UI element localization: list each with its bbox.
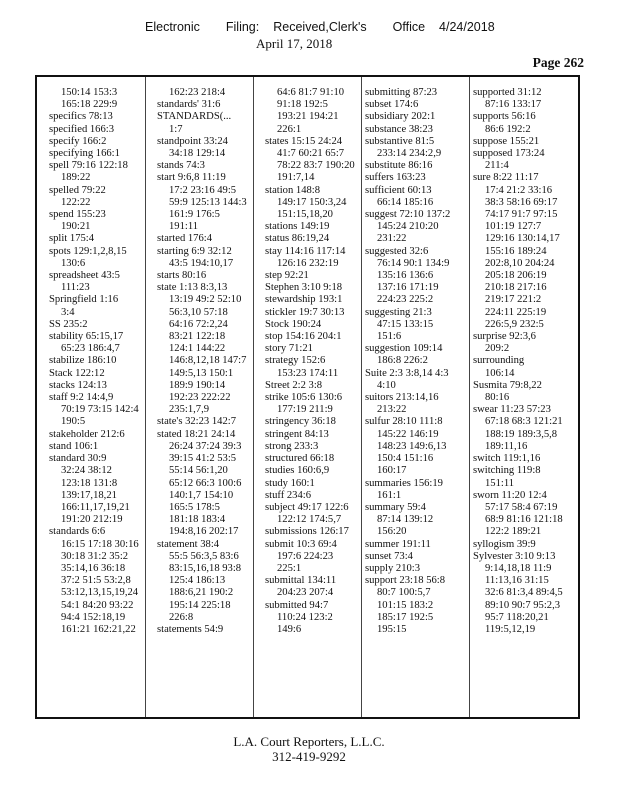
index-entry: switch 119:1,16	[473, 453, 541, 465]
index-entry: suggest 72:10 137:2	[365, 209, 451, 221]
index-entry: stations 149:19	[265, 221, 330, 233]
index-entry: Stack 122:12	[49, 367, 105, 379]
index-entry-continuation: 3:4	[61, 306, 75, 318]
index-entry-continuation: 32:24 38:12	[61, 465, 112, 477]
index-entry: starting 6:9 32:12	[157, 245, 232, 257]
index-entry: swear 11:23 57:23	[473, 404, 551, 416]
filing-word: Electronic	[145, 20, 200, 34]
index-entry: stay 114:16 117:14	[265, 245, 346, 257]
index-entry-continuation: 209:2	[485, 343, 510, 355]
index-entry-continuation: 110:24 123:2	[277, 611, 333, 623]
index-entry-continuation: 125:4 186:13	[169, 575, 226, 587]
index-entry-continuation: 233:14 234:2,9	[377, 148, 442, 160]
index-entry: staff 9:2 14:4,9	[49, 392, 114, 404]
index-entry: SS 235:2	[49, 318, 88, 330]
index-entry-continuation: 191:20 212:19	[61, 514, 123, 526]
index-entry-continuation: 64:6 81:7 91:10	[277, 87, 345, 98]
index-entry: supply 210:3	[365, 562, 421, 574]
index-entry-continuation: 4:10	[377, 379, 396, 391]
index-entry-continuation: 83:21 122:18	[169, 331, 226, 343]
index-entry-continuation: 137:16 171:19	[377, 282, 439, 294]
index-entry: supported 31:12	[473, 87, 542, 98]
index-entry-continuation: 1:7	[169, 123, 183, 135]
index-entry-continuation: 185:17 192:5	[377, 611, 434, 623]
index-entry: statements 54:9	[157, 623, 224, 635]
index-entry: submit 10:3 69:4	[265, 538, 337, 550]
index-frame	[35, 75, 580, 719]
index-entry-continuation: 38:3 58:16 69:17	[485, 196, 558, 208]
index-entry-continuation: 101:15 183:2	[377, 599, 434, 611]
index-entry: stringent 84:13	[265, 428, 329, 440]
index-entry-continuation: 94:4 152:18,19	[61, 611, 126, 623]
index-entry-continuation: 145:22 146:19	[377, 428, 439, 440]
index-entry: stated 18:21 24:14	[157, 428, 236, 440]
index-entry-continuation: 83:15,16,18 93:8	[169, 562, 242, 574]
index-entry-continuation: 126:16 232:19	[277, 257, 339, 269]
index-entry: surprise 92:3,6	[473, 331, 536, 343]
index-entry-continuation: 89:10 90:7 95:2,3	[485, 599, 561, 611]
index-entry: stability 65:15,17	[49, 331, 124, 343]
index-entry-continuation: 65:23 186:4,7	[61, 343, 120, 355]
index-column-3	[265, 87, 369, 636]
index-entry-continuation: 74:17 91:7 97:15	[485, 209, 558, 221]
index-entry: standards 6:6	[49, 526, 106, 538]
index-entry: specify 166:2	[49, 135, 107, 147]
index-entry: summary 59:4	[365, 501, 426, 513]
index-entry-continuation: 150:14 153:3	[61, 87, 118, 98]
index-entry-continuation: 149:6	[277, 623, 302, 635]
index-entry-continuation: 189:9 190:14	[169, 379, 226, 391]
index-entry-continuation: 67:18 68:3 121:21	[485, 416, 563, 428]
index-entry-continuation: 192:23 222:22	[169, 392, 231, 404]
index-entry-continuation: 78:22 83:7 190:20	[277, 160, 355, 172]
index-entry: Stock 190:24	[265, 318, 322, 330]
index-entry: support 23:18 56:8	[365, 575, 446, 587]
index-entry-continuation: 210:18 217:16	[485, 282, 547, 294]
reporter-company: L.A. Court Reporters, L.L.C.	[233, 734, 385, 749]
index-entry-continuation: 122:2 189:21	[485, 526, 542, 538]
index-entry-continuation: 106:14	[485, 367, 515, 379]
index-entry-continuation: 148:23 149:6,13	[377, 440, 447, 452]
index-entry-continuation: 95:7 118:20,21	[485, 611, 549, 623]
index-entry-continuation: 204:23 207:4	[277, 587, 334, 599]
index-entry: station 148:8	[265, 184, 321, 196]
index-entry: summer 191:11	[365, 538, 431, 550]
index-entry: starts 80:16	[157, 270, 207, 282]
index-entry: spell 79:16 122:18	[49, 160, 128, 172]
index-entry: suggestion 109:14	[365, 343, 443, 355]
index-entry-continuation: 135:16 136:6	[377, 270, 434, 282]
index-entry-continuation: 224:23 225:2	[377, 294, 434, 306]
index-entry: statement 38:4	[157, 538, 220, 550]
index-entry-continuation: 32:6 81:3,4 89:4,5	[485, 587, 563, 599]
filing-word: Received,Clerk's	[273, 20, 367, 34]
index-entry: subsidiary 202:1	[365, 111, 436, 123]
index-entry-continuation: 80:16	[485, 392, 510, 404]
index-entry-continuation: 202:8,10 204:24	[485, 257, 555, 269]
index-entry-continuation: 16:15 17:18 30:16	[61, 538, 139, 550]
index-entry-continuation: 129:16 130:14,17	[485, 233, 560, 245]
index-entry: suffers 163:23	[365, 172, 426, 184]
index-entry-continuation: 91:18 192:5	[277, 99, 328, 111]
index-entry: Springfield 1:16	[49, 294, 119, 306]
reporter-phone: 312-419-9292	[272, 749, 346, 764]
index-entry-continuation: 226:8	[169, 611, 194, 623]
index-entry-continuation: 181:18 183:4	[169, 514, 226, 526]
index-entry-continuation: 151:6	[377, 331, 402, 343]
index-entry: Street 2:2 3:8	[265, 379, 323, 391]
index-entry-continuation: 53:12,13,15,19,24	[61, 587, 139, 599]
index-entry-continuation: 37:2 51:5 53:2,8	[61, 575, 131, 587]
index-entry: stacks 124:13	[49, 379, 107, 391]
index-entry: standards' 31:6	[157, 99, 221, 111]
index-entry-continuation: 188:19 189:3,5,8	[485, 428, 558, 440]
index-entry-continuation: 130:6	[61, 257, 86, 269]
index-entry: STANDARDS(...	[157, 111, 232, 123]
index-entry: syllogism 39:9	[473, 538, 536, 550]
index-entry: standard 30:9	[49, 453, 107, 465]
index-entry: started 176:4	[157, 233, 213, 245]
index-entry: sworn 11:20 12:4	[473, 489, 547, 501]
index-entry: specifics 78:13	[49, 111, 113, 123]
index-entry: substance 38:23	[365, 123, 433, 135]
index-entry-continuation: 165:5 178:5	[169, 501, 220, 513]
column-divider	[145, 77, 146, 717]
index-entry: spend 155:23	[49, 209, 106, 221]
index-entry: sunset 73:4	[365, 550, 413, 562]
index-entry: substantive 81:5	[365, 135, 435, 147]
index-column-4	[365, 87, 469, 636]
index-entry-continuation: 87:16 133:17	[485, 99, 542, 111]
index-entry-continuation: 139:17,18,21	[61, 489, 117, 501]
index-entry-continuation: 177:19 211:9	[277, 404, 333, 416]
index-entry-continuation: 155:16 189:24	[485, 245, 547, 257]
index-entry: submitting 87:23	[365, 87, 438, 98]
filing-word: 4/24/2018	[439, 20, 495, 34]
index-entry-continuation: 111:23	[61, 282, 90, 294]
index-entry: standpoint 33:24	[157, 135, 228, 147]
index-entry: stakeholder 212:6	[49, 428, 125, 440]
index-column-2	[157, 87, 261, 636]
index-entry-continuation: 213:22	[377, 404, 407, 416]
index-entry: subset 174:6	[365, 99, 419, 111]
index-entry-continuation: 205:18 206:19	[485, 270, 547, 282]
index-entry: substitute 86:16	[365, 160, 433, 172]
index-entry-continuation: 162:23 218:4	[169, 87, 226, 98]
index-entry: state 1:13 8:3,13	[157, 282, 228, 294]
index-entry-continuation: 188:6,21 190:2	[169, 587, 234, 599]
index-entry-continuation: 166:11,17,19,21	[61, 501, 130, 513]
index-entry: spreadsheet 43:5	[49, 270, 120, 282]
index-entry-continuation: 226:5,9 232:5	[485, 318, 544, 330]
index-entry: stop 154:16 204:1	[265, 331, 342, 343]
index-entry: suitors 213:14,16	[365, 392, 439, 404]
index-entry-continuation: 161:1	[377, 489, 402, 501]
index-column-5	[473, 87, 577, 636]
index-entry: stuff 234:6	[265, 489, 312, 501]
index-entry: start 9:6,8 11:19	[157, 172, 226, 184]
index-entry-continuation: 189:22	[61, 172, 91, 184]
index-entry: sufficient 60:13	[365, 184, 432, 196]
index-entry: split 175:4	[49, 233, 95, 245]
index-entry: spots 129:1,2,8,15	[49, 245, 127, 257]
index-entry-continuation: 153:23 174:11	[277, 367, 339, 379]
index-entry-continuation: 76:14 90:1 134:9	[377, 257, 450, 269]
index-entry: status 86:19,24	[265, 233, 330, 245]
index-entry-continuation: 122:12 174:5,7	[277, 514, 342, 526]
index-entry-continuation: 231:22	[377, 233, 407, 245]
index-entry-continuation: 195:14 225:18	[169, 599, 231, 611]
index-entry: Susmita 79:8,22	[473, 379, 542, 391]
index-entry: structured 66:18	[265, 453, 335, 465]
index-entry-continuation: 39:15 41:2 53:5	[169, 453, 237, 465]
index-entry-continuation: 80:7 100:5,7	[377, 587, 431, 599]
index-entry-continuation: 64:16 72:2,24	[169, 318, 228, 330]
footer	[0, 734, 618, 764]
index-entry-continuation: 87:14 139:12	[377, 514, 434, 526]
index-entry-continuation: 149:5,13 150:1	[169, 367, 234, 379]
index-entry-continuation: 225:1	[277, 562, 302, 574]
index-entry: step 92:21	[265, 270, 309, 282]
index-entry-continuation: 190:21	[61, 221, 91, 233]
index-entry-continuation: 189:11,16	[485, 440, 528, 452]
index-entry: stickler 19:7 30:13	[265, 306, 345, 318]
index-entry-continuation: 186:8 226:2	[377, 355, 428, 367]
index-entry: stands 74:3	[157, 160, 205, 172]
index-entry: subject 49:17 122:6	[265, 501, 349, 513]
index-entry-continuation: 17:4 21:2 33:16	[485, 184, 553, 196]
index-entry: strong 233:3	[265, 440, 319, 452]
index-entry-continuation: 151:15,18,20	[277, 209, 333, 221]
index-entry-continuation: 195:15	[377, 623, 407, 635]
index-entry: Sylvester 3:10 9:13	[473, 550, 556, 562]
index-entry-continuation: 59:9 125:13 144:3	[169, 196, 247, 208]
index-entry-continuation: 68:9 81:16 121:18	[485, 514, 563, 526]
page-number: Page 262	[532, 55, 584, 70]
index-entry-continuation: 194:8,16 202:17	[169, 526, 239, 538]
index-entry-continuation: 190:5	[61, 416, 86, 428]
index-entry: stringency 36:18	[265, 416, 336, 428]
index-entry-continuation: 211:4	[485, 160, 509, 172]
index-entry-continuation: 146:8,12,18 147:7	[169, 355, 247, 367]
index-entry: specified 166:3	[49, 123, 115, 135]
index-entry: sulfur 28:10 111:8	[365, 416, 443, 428]
index-entry-continuation: 161:9 176:5	[169, 209, 220, 221]
index-entry-continuation: 119:5,12,19	[485, 623, 536, 635]
filing-word: Office	[392, 20, 426, 34]
index-entry: supposed 173:24	[473, 148, 545, 160]
index-entry: stabilize 186:10	[49, 355, 117, 367]
index-entry-continuation: 9:14,18,18 11:9	[485, 562, 552, 574]
index-entry: sure 8:22 11:17	[473, 172, 539, 184]
index-entry: spelled 79:22	[49, 184, 106, 196]
index-entry-continuation: 30:18 31:2 35:2	[61, 550, 129, 562]
index-entry-continuation: 55:14 56:1,20	[169, 465, 228, 477]
index-entry: specifying 166:1	[49, 148, 120, 160]
index-column-1	[49, 87, 153, 636]
index-entry: supports 56:16	[473, 111, 536, 123]
index-entry-continuation: 123:18 131:8	[61, 477, 118, 489]
index-entry-continuation: 101:19 127:7	[485, 221, 542, 233]
index-entry-continuation: 149:17 150:3,24	[277, 196, 347, 208]
hearing-date: April 17, 2018	[256, 36, 333, 51]
index-entry: stewardship 193:1	[265, 294, 343, 306]
index-entry-continuation: 145:24 210:20	[377, 221, 439, 233]
index-entry-continuation: 197:6 224:23	[277, 550, 334, 562]
index-entry: suggesting 21:3	[365, 306, 432, 318]
index-entry-continuation: 140:1,7 154:10	[169, 489, 234, 501]
index-entry: story 71:21	[265, 343, 313, 355]
index-entry-continuation: 47:15 133:15	[377, 318, 434, 330]
index-entry: study 160:1	[265, 477, 315, 489]
index-entry-continuation: 226:1	[277, 123, 302, 135]
index-entry-continuation: 160:17	[377, 465, 407, 477]
index-entry-continuation: 66:14 185:16	[377, 196, 434, 208]
index-entry-continuation: 156:20	[377, 526, 407, 538]
index-entry-continuation: 235:1,7,9	[169, 404, 210, 416]
index-entry-continuation: 56:3,10 57:18	[169, 306, 228, 318]
index-entry: suppose 155:21	[473, 135, 540, 147]
index-entry: submissions 126:17	[265, 526, 349, 538]
index-entry-continuation: 191:7,14	[277, 172, 315, 184]
index-entry-continuation: 86:6 192:2	[485, 123, 531, 135]
index-entry-continuation: 54:1 84:20 93:22	[61, 599, 134, 611]
index-entry-continuation: 13:19 49:2 52:10	[169, 294, 242, 306]
index-entry-continuation: 55:5 56:3,5 83:6	[169, 550, 239, 562]
index-entry-continuation: 219:17 221:2	[485, 294, 542, 306]
index-entry-continuation: 65:12 66:3 100:6	[169, 477, 242, 489]
column-divider	[469, 77, 470, 717]
index-entry: stand 106:1	[49, 440, 99, 452]
index-entry: summaries 156:19	[365, 477, 443, 489]
index-entry-continuation: 17:2 23:16 49:5	[169, 184, 237, 196]
index-entry-continuation: 11:13,16 31:15	[485, 575, 549, 587]
index-entry: strike 105:6 130:6	[265, 392, 343, 404]
index-entry: states 15:15 24:24	[265, 135, 343, 147]
column-divider	[361, 77, 362, 717]
index-entry-continuation: 191:11	[169, 221, 199, 233]
index-entry-continuation: 57:17 58:4 67:19	[485, 501, 558, 513]
index-entry: suggested 32:6	[365, 245, 429, 257]
index-entry: Suite 2:3 3:8,14 4:3	[365, 367, 449, 379]
filing-stamp-line	[145, 20, 495, 34]
index-entry-continuation: 161:21 162:21,22	[61, 623, 136, 635]
filing-word: Filing:	[225, 20, 260, 34]
index-entry: submitted 94:7	[265, 599, 329, 611]
index-entry: strategy 152:6	[265, 355, 326, 367]
index-entry-continuation: 41:7 60:21 65:7	[277, 148, 345, 160]
index-entry-continuation: 70:19 73:15 142:4	[61, 404, 139, 416]
index-entry: state's 32:23 142:7	[157, 416, 237, 428]
column-divider	[253, 77, 254, 717]
index-entry-continuation: 34:18 129:14	[169, 148, 226, 160]
index-entry: surrounding	[473, 355, 525, 367]
index-entry: switching 119:8	[473, 465, 541, 477]
index-entry: studies 160:6,9	[265, 465, 330, 477]
index-entry-continuation: 43:5 194:10,17	[169, 257, 234, 269]
index-entry: submittal 134:11	[265, 575, 337, 587]
index-entry-continuation: 122:22	[61, 196, 91, 208]
index-entry-continuation: 193:21 194:21	[277, 111, 339, 123]
index-entry-continuation: 35:14,16 36:18	[61, 562, 126, 574]
index-entry-continuation: 165:18 229:9	[61, 99, 118, 111]
index-entry-continuation: 150:4 151:16	[377, 453, 434, 465]
index-entry: Stephen 3:10 9:18	[265, 282, 343, 294]
index-entry-continuation: 26:24 37:24 39:3	[169, 440, 242, 452]
index-entry-continuation: 224:11 225:19	[485, 306, 547, 318]
index-entry-continuation: 151:11	[485, 477, 515, 489]
index-entry-continuation: 124:1 144:22	[169, 343, 226, 355]
